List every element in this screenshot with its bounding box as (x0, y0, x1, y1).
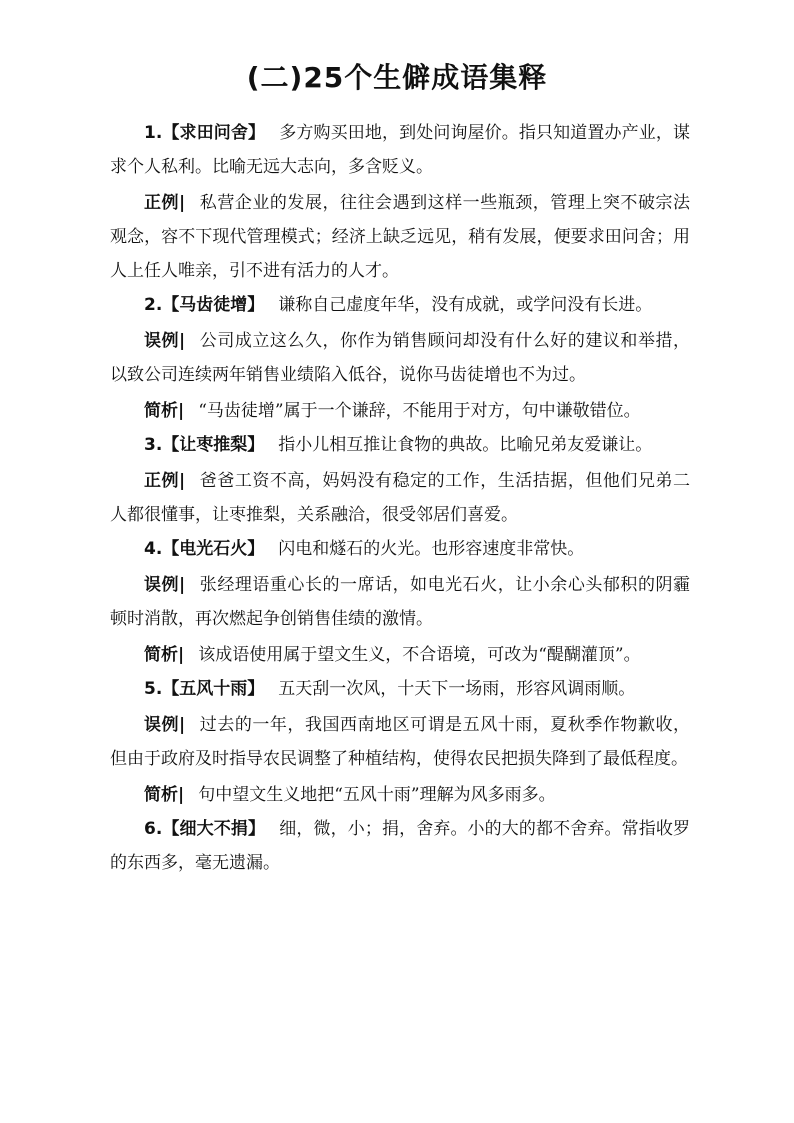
idiom-definition: 五天刮一次风，十天下一场雨，形容风调雨顺。 (278, 679, 636, 699)
idiom-entry (110, 812, 690, 880)
idiom-definition-paragraph (110, 288, 690, 322)
page-title: (二)25个生僻成语集释 (246, 61, 548, 94)
example-paragraph (110, 778, 690, 812)
idiom-definition-paragraph (110, 672, 690, 706)
example-paragraph (110, 186, 690, 288)
example-label: 简析| (144, 401, 185, 421)
example-label: 正例| (144, 471, 186, 491)
example-label: 误例| (144, 715, 186, 735)
example-label: 简析| (144, 645, 185, 665)
example-paragraph (110, 708, 690, 776)
example-text: 公司成立这么久，你作为销售顾问却没有什么好的建议和举措，以致公司连续两年销售业绩陷入低谷，说你马齿徒增也不为过。 (110, 331, 690, 385)
idiom-entry (110, 428, 690, 532)
example-paragraph (110, 568, 690, 636)
idiom-definition: 闪电和燧石的火光。也形容速度非常快。 (278, 539, 585, 559)
example-label: 简析| (144, 785, 185, 805)
idiom-definition-paragraph (110, 532, 690, 566)
example-paragraph (110, 638, 690, 672)
idiom-definition: 谦称自己虚度年华，没有成就，或学问没有长进。 (278, 295, 653, 315)
example-label: 正例| (144, 193, 186, 213)
idiom-definition: 指小儿相互推让食物的典故。比喻兄弟友爱谦让。 (278, 435, 653, 455)
example-paragraph (110, 324, 690, 392)
example-paragraph (110, 464, 690, 532)
example-label: 误例| (144, 331, 186, 351)
idiom-entry (110, 116, 690, 288)
idiom-definition: 细，微，小；捐，舍弃。小的大的都不舍弃。常指收罗的东西多，毫无遗漏。 (110, 819, 690, 873)
idiom-definition-paragraph (110, 116, 690, 184)
idiom-definition-paragraph (110, 812, 690, 880)
idiom-heading: 3.【让枣推梨】 (144, 435, 265, 455)
entry-list (110, 116, 690, 880)
idiom-heading: 1.【求田问舍】 (144, 123, 266, 143)
example-text: 张经理语重心长的一席话，如电光石火，让小余心头郁积的阴霾顿时消散，再次燃起争创销售佳绩的激情。 (110, 575, 690, 629)
example-text: 该成语使用属于望文生义，不合语境，可改为“醍醐灌顶”。 (198, 645, 641, 665)
idiom-heading: 5.【五风十雨】 (144, 679, 265, 699)
example-text: 私营企业的发展，往往会遇到这样一些瓶颈，管理上突不破宗法观念，容不下现代管理模式；经济上缺乏远见，稍有发展，便要求田问舍；用人上任人唯亲，引不进有活力的人才。 (110, 193, 690, 281)
idiom-entry (110, 532, 690, 672)
idiom-entry (110, 288, 690, 428)
idiom-heading: 4.【电光石火】 (144, 539, 265, 559)
example-text: 过去的一年，我国西南地区可谓是五风十雨，夏秋季作物歉收，但由于政府及时指导农民调整了种植结构，使得农民把损失降到了最低程度。 (110, 715, 690, 769)
idiom-definition-paragraph (110, 428, 690, 462)
example-label: 误例| (144, 575, 186, 595)
example-text: “马齿徒增”属于一个谦辞，不能用于对方，句中谦敬错位。 (198, 401, 641, 421)
idiom-definition: 多方购买田地，到处问询屋价。指只知道置办产业，谋求个人私利。比喻无远大志向，多含贬义。 (110, 123, 690, 177)
example-text: 爸爸工资不高，妈妈没有稳定的工作，生活拮据，但他们兄弟二人都很懂事，让枣推梨，关系融洽，很受邻居们喜爱。 (110, 471, 690, 525)
example-paragraph (110, 394, 690, 428)
example-text: 句中望文生义地把“五风十雨”理解为风多雨多。 (198, 785, 556, 805)
idiom-heading: 6.【细大不捐】 (144, 819, 266, 839)
idiom-entry (110, 672, 690, 812)
idiom-heading: 2.【马齿徒增】 (144, 295, 265, 315)
